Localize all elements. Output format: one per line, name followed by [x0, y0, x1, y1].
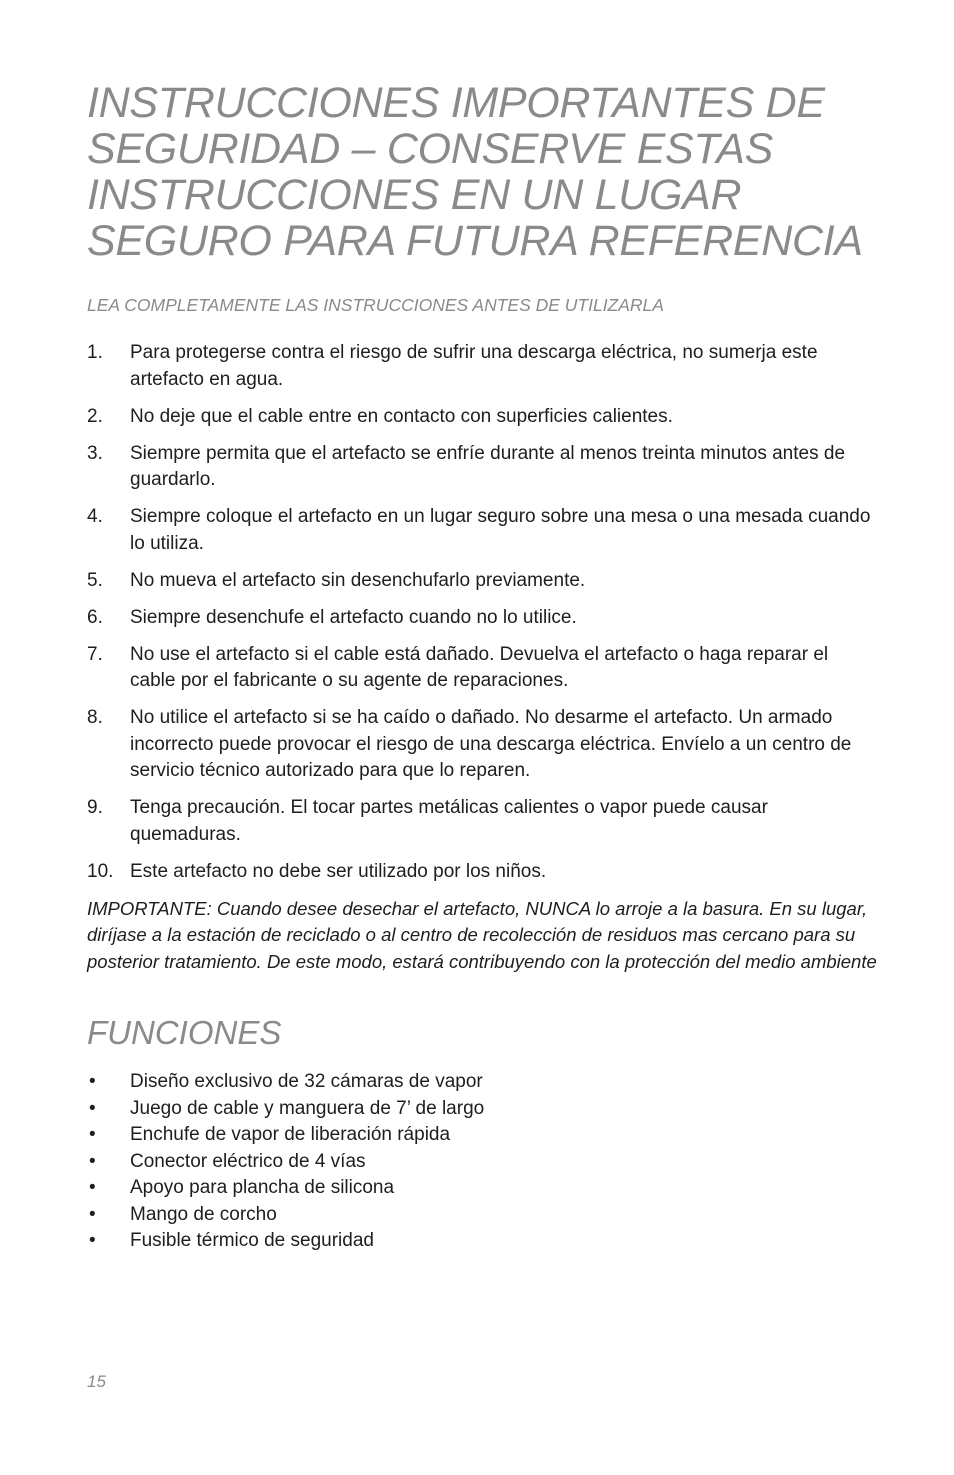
list-item	[87, 504, 877, 557]
item-text: Fusible térmico de seguridad	[130, 1230, 374, 1251]
item-number: 4.	[87, 506, 103, 527]
item-text: No utilice el artefacto si se ha caído o dañado. No desarme el artefacto. Un armado incorrecto puede provocar el riesgo de una descarga eléctrica. Envíelo a un centro de servicio técnico autorizado para que lo reparen.	[130, 707, 852, 781]
item-text: Este artefacto no debe ser utilizado por los niños.	[130, 860, 547, 882]
bullet-icon: •	[89, 1230, 96, 1251]
list-item	[87, 1149, 877, 1176]
safety-instructions-list	[87, 340, 877, 885]
item-text: Apoyo para plancha de silicona	[130, 1177, 395, 1198]
item-text: Siempre coloque el artefacto en un lugar seguro sobre una mesa o una mesada cuando lo utiliza.	[130, 506, 871, 554]
item-text: Siempre permita que el artefacto se enfríe durante al menos treinta minutos antes de guardarlo.	[130, 442, 846, 490]
page-number: 15	[87, 1372, 106, 1391]
page-title: INSTRUCCIONES IMPORTANTES DE SEGURIDAD – CONSERVE ESTAS INSTRUCCIONES EN UN LUGAR SEGURO PARA FUTURA REFERENCIA	[87, 79, 863, 265]
page-subtitle: LEA COMPLETAMENTE LAS INSTRUCCIONES ANTES DE UTILIZARLA	[87, 295, 664, 315]
list-item	[87, 1202, 877, 1229]
item-text: No use el artefacto si el cable está dañado. Devuelva el artefacto o haga reparar el cable por el fabricante o su agente de reparaciones.	[130, 643, 829, 691]
item-text: Siempre desenchufe el artefacto cuando no lo utilice.	[130, 606, 577, 628]
item-number: 8.	[87, 707, 103, 728]
item-text: Juego de cable y manguera de 7’ de largo	[130, 1097, 485, 1119]
item-text: Mango de corcho	[130, 1203, 277, 1225]
bullet-icon: •	[89, 1150, 96, 1172]
item-number: 5.	[87, 569, 103, 591]
item-number: 3.	[87, 442, 103, 464]
list-item	[87, 1096, 877, 1123]
item-number: 7.	[87, 643, 103, 665]
item-number: 1.	[87, 342, 103, 363]
list-item	[87, 705, 877, 785]
list-item	[87, 568, 877, 595]
item-text: No mueva el artefacto sin desenchufarlo previamente.	[130, 569, 586, 591]
bullet-icon: •	[89, 1097, 96, 1119]
item-number: 9.	[87, 797, 103, 818]
page-content	[87, 80, 877, 1255]
list-item	[87, 859, 877, 886]
list-item	[87, 340, 877, 393]
item-text: Tenga precaución. El tocar partes metálicas calientes o vapor puede causar quemaduras.	[130, 797, 768, 845]
item-number: 2.	[87, 405, 103, 427]
list-item	[87, 1175, 877, 1202]
list-item	[87, 642, 877, 695]
list-item	[87, 404, 877, 431]
list-item	[87, 1122, 877, 1149]
list-item	[87, 1228, 877, 1255]
item-text: Enchufe de vapor de liberación rápida	[130, 1124, 451, 1145]
item-text: Diseño exclusivo de 32 cámaras de vapor	[130, 1071, 483, 1092]
list-item	[87, 795, 877, 848]
item-number: 10.	[87, 860, 114, 882]
bullet-icon: •	[89, 1071, 96, 1092]
important-note: IMPORTANTE: Cuando desee desechar el artefacto, NUNCA lo arroje a la basura. En su lugar, diríjase a la estación de reciclado o al centro de recolección de residuos mas cercano para su posterior tratamiento. De este modo, estará contribuyendo con la protección del medio ambiente	[87, 897, 877, 972]
item-text: No deje que el cable entre en contacto con superficies calientes.	[130, 405, 673, 427]
list-item	[87, 441, 877, 494]
list-item	[87, 605, 877, 632]
item-number: 6.	[87, 606, 103, 628]
bullet-icon: •	[89, 1124, 96, 1145]
item-text: Conector eléctrico de 4 vías	[130, 1150, 366, 1172]
bullet-icon: •	[89, 1203, 96, 1225]
functions-title: FUNCIONES	[87, 1014, 282, 1051]
functions-list	[87, 1069, 877, 1255]
bullet-icon: •	[89, 1177, 96, 1198]
list-item	[87, 1069, 877, 1096]
item-text: Para protegerse contra el riesgo de sufrir una descarga eléctrica, no sumerja este artefacto en agua.	[130, 342, 818, 390]
